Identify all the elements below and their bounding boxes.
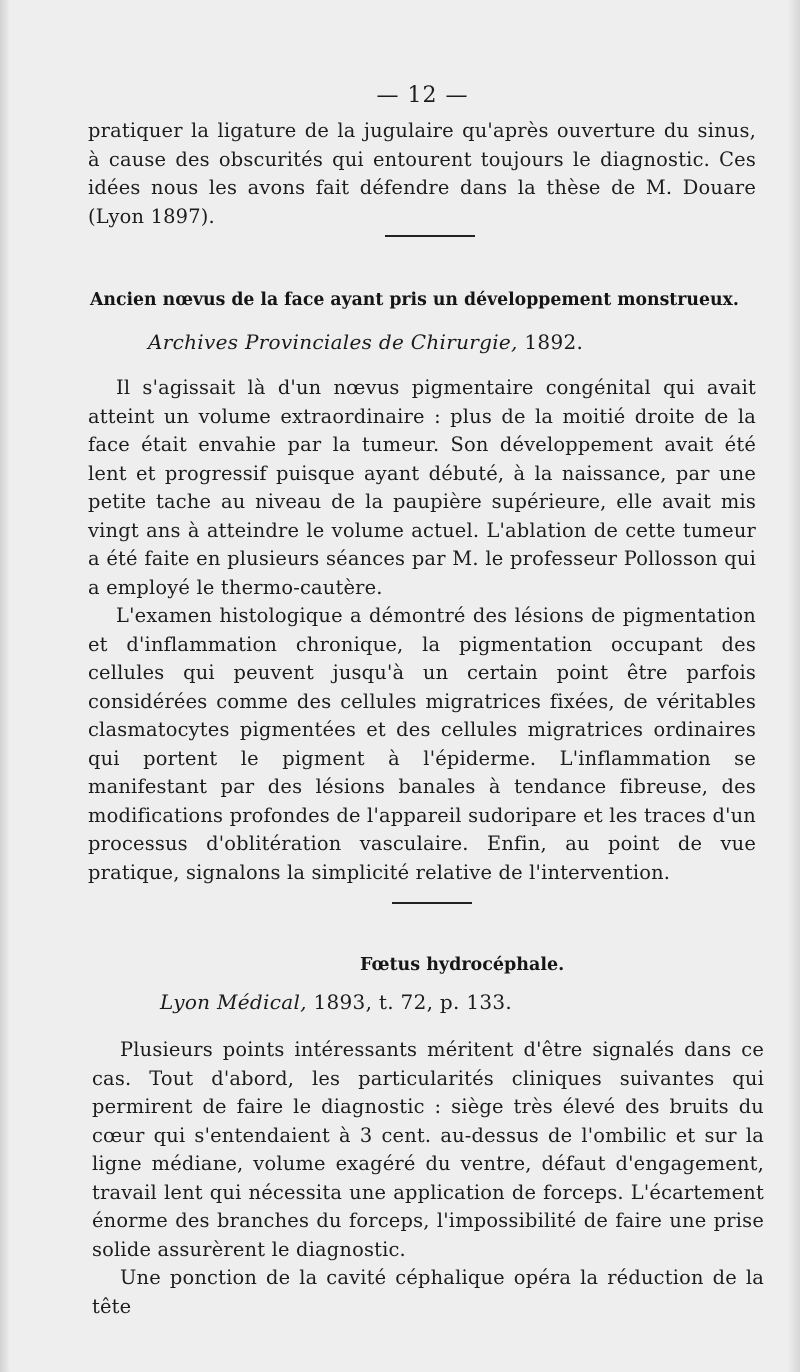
page-number: — 12 — — [376, 83, 469, 108]
body-paragraph: Il s'agissait là d'un nœvus pigmentaire congénital qui avait atteint un volume extraordinaire : plus de la moitié droite de la face était envahie par la tumeur. Son développement avait été lent et progressif puisque ayant débuté, à la naissance, par une petite tache au niveau de la paupière supérieure, elle avait mis vingt ans à atteindre le volume actuel. L'ablation de cette tumeur a été faite en plusieurs séances par M. le professeur Pollosson qui a employé le thermo-cautère. — [88, 376, 756, 599]
page-edge-right — [788, 0, 800, 1372]
source-citation — [148, 330, 583, 354]
section-title: Fœtus hydrocéphale. — [360, 955, 565, 975]
journal-year: 1892. — [524, 330, 584, 354]
section-title: Ancien nœvus de la face ayant pris un développement monstrueux. — [90, 290, 739, 310]
body-paragraph: Une ponction de la cavité céphalique opéra la réduction de la tête — [92, 1266, 764, 1318]
section-body — [88, 374, 756, 887]
paragraph-continuation — [88, 117, 756, 231]
body-paragraph: Plusieurs points intéressants méritent d'être signalés dans ce cas. Tout d'abord, les particularités cliniques suivantes qui permirent de faire le diagnostic : siège très élevé des bruits du cœur qui s'entendaient à 3 cent. au-dessus de l'ombilic et sur la ligne médiane, volume exagéré du ventre, défaut d'engagement, travail lent qui nécessita une application de forceps. L'écartement énorme des branches du forceps, l'impossibilité de faire une prise solide assurèrent le diagnostic. — [92, 1038, 764, 1261]
section-divider — [392, 902, 472, 904]
page-edge-left — [0, 0, 10, 1372]
journal-reference: 1893, t. 72, p. 133. — [313, 990, 513, 1014]
section-body — [92, 1036, 764, 1321]
section-divider — [385, 235, 475, 237]
journal-name: Archives Provinciales de Chirurgie, — [148, 330, 518, 354]
journal-name: Lyon Médical, — [160, 990, 307, 1014]
body-paragraph: pratiquer la ligature de la jugulaire qu'après ouverture du sinus, à cause des obscurités qui entourent toujours le diagnostic. Ces idées nous les avons fait défendre dans la thèse de M. Douare (Lyon 1897). — [88, 119, 756, 228]
body-paragraph: L'examen histologique a démontré des lésions de pigmentation et d'inflammation chronique, la pigmentation occupant des cellules qui peuvent jusqu'à un certain point être parfois considérées comme des cellules migratrices fixées, de véritables clasmatocytes pigmentées et des cellules migratrices ordinaires qui portent le pigment à l'épiderme. L'inflammation se manifestant par des lésions banales à tendance fibreuse, des modifications profondes de l'appareil sudoripare et les traces d'un processus d'oblitération vasculaire. Enfin, au point de vue pratique, signalons la simplicité relative de l'intervention. — [88, 604, 756, 884]
source-citation — [160, 990, 512, 1014]
